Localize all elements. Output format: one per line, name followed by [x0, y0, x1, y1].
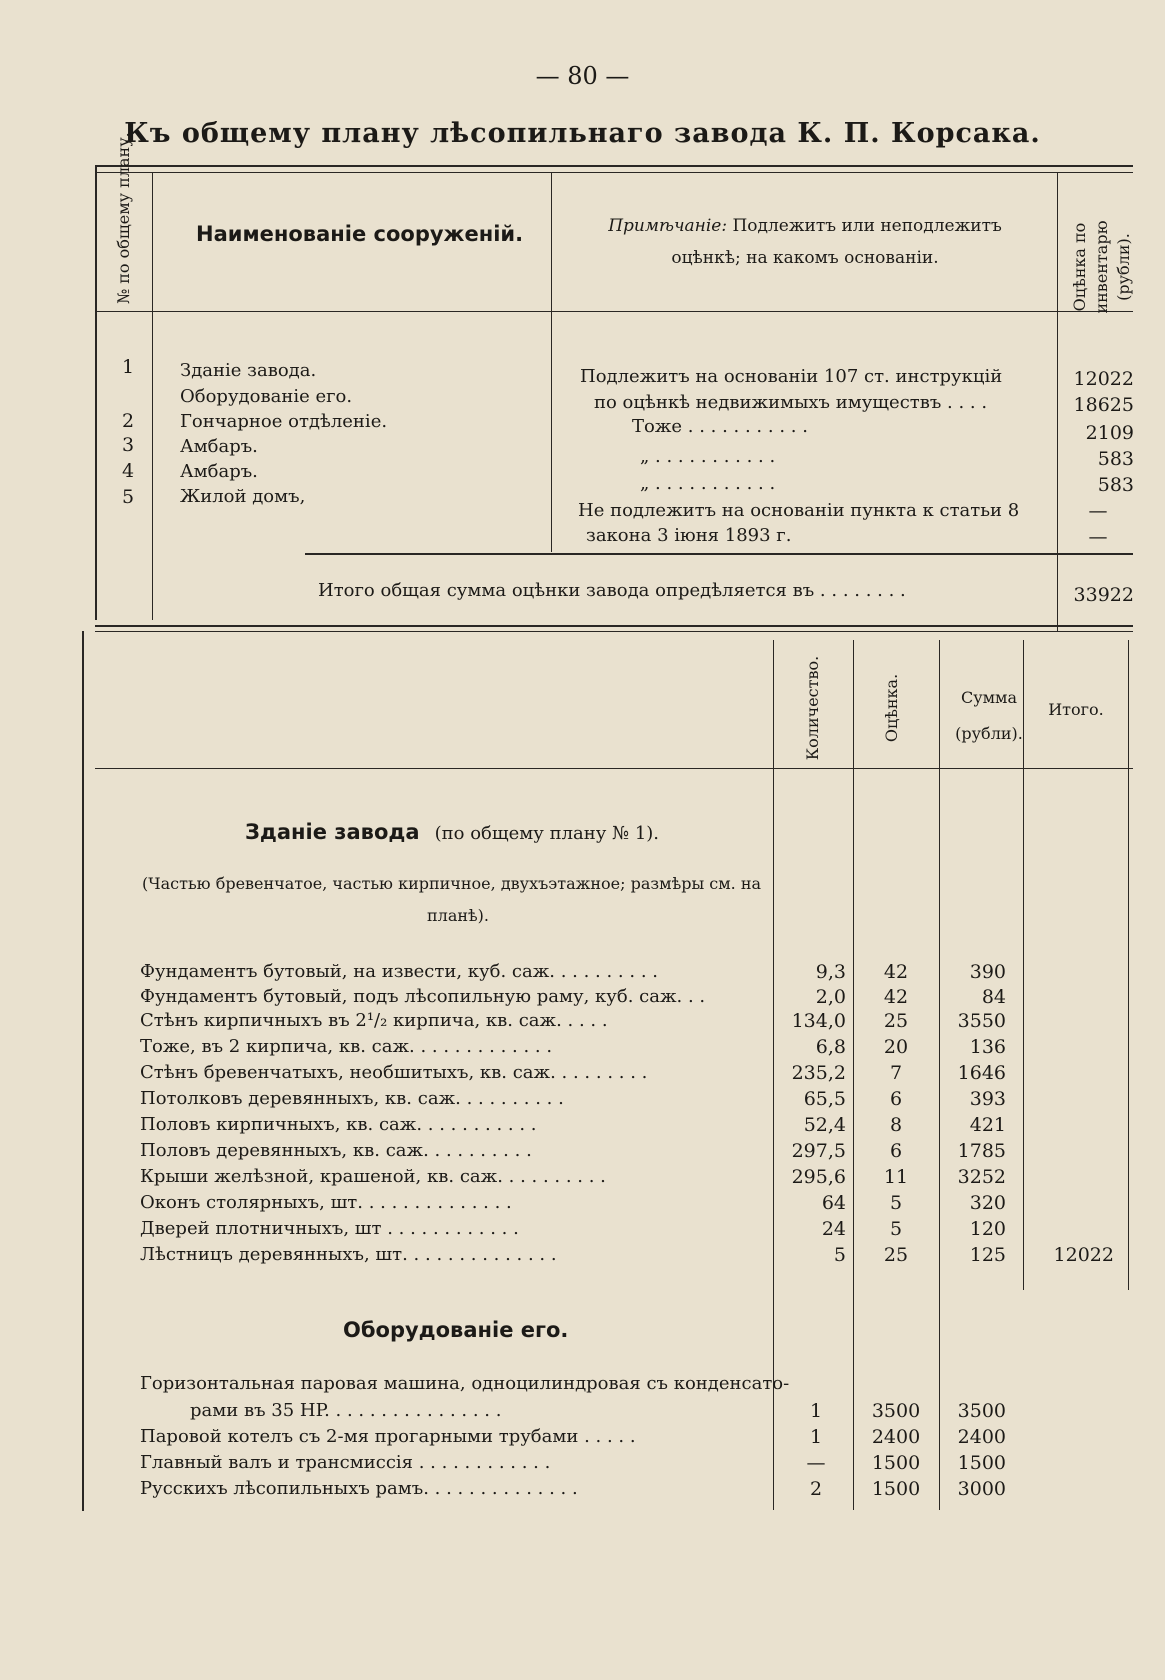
factory-item-qty: 65,5: [803, 1088, 846, 1110]
row-note-3: Тоже . . . . . . . . . . .: [632, 416, 808, 437]
factory-item-qty: 2,0: [815, 986, 846, 1008]
col-divider-num: [152, 172, 153, 620]
header-price: Оцѣнка.: [882, 673, 901, 743]
header-sum-line-1: Сумма: [960, 688, 1018, 707]
bottom-left-border: [82, 631, 84, 1511]
equipment-item-label: рами въ 35 HP. . . . . . . . . . . . . . . .: [190, 1400, 502, 1421]
row-1-num: 1: [121, 356, 135, 378]
factory-item-qty: 64: [821, 1192, 846, 1214]
header-sum-line-2: (рубли).: [955, 724, 1023, 743]
row-note-5: „ . . . . . . . . . . .: [640, 473, 776, 494]
header-plan-number: № по общему плану.: [114, 132, 133, 304]
row-name-pottery: Гончарное отдѣленіе.: [180, 411, 388, 432]
bottom-table-top-rule-inner: [95, 631, 1133, 632]
row-value-7: —: [1088, 526, 1108, 548]
factory-item-sum: 3252: [957, 1166, 1006, 1188]
equipment-item-qty: —: [806, 1452, 826, 1474]
equipment-item-qty: 2: [809, 1478, 823, 1500]
equipment-item-label: Русскихъ лѣсопильныхъ рамъ. . . . . . . . . . . . . .: [140, 1478, 578, 1499]
factory-item-qty: 52,4: [803, 1114, 846, 1136]
factory-item-sum: 390: [969, 961, 1006, 983]
row-3-num: 3: [121, 434, 135, 456]
total-value: 33922: [1073, 584, 1134, 606]
header-quantity: Количество.: [803, 655, 822, 761]
factory-item-price: 20: [883, 1036, 909, 1058]
factory-item-qty: 9,3: [815, 961, 846, 983]
factory-item-price: 42: [883, 986, 909, 1008]
factory-item-label: Дверей плотничныхъ, шт . . . . . . . . . . . .: [140, 1218, 519, 1239]
factory-item-label: Тоже, въ 2 кирпича, кв. саж. . . . . . . . . . . . .: [140, 1036, 553, 1057]
total-label: Итого общая сумма оцѣнки завода опредѣляется въ . . . . . . . .: [318, 580, 906, 601]
factory-item-qty: 295,6: [791, 1166, 846, 1188]
left-border: [95, 165, 97, 620]
factory-item-label: Фундаментъ бутовый, подъ лѣсопильную раму, куб. саж. . .: [140, 986, 706, 1007]
equipment-item-sum: 1500: [957, 1452, 1006, 1474]
row-2-num: 2: [121, 410, 135, 432]
header-total: Итого.: [1048, 700, 1104, 719]
section-factory-heading: [245, 820, 659, 844]
col-divider-price: [853, 640, 854, 1510]
factory-item-sum: 125: [969, 1244, 1006, 1266]
factory-item-qty: 24: [821, 1218, 846, 1240]
header-note: [560, 210, 1050, 274]
factory-item-label: Фундаментъ бутовый, на извести, куб. саж. . . . . . . . . .: [140, 961, 658, 982]
factory-item-price: 8: [889, 1114, 903, 1136]
row-value-2: 18625: [1073, 394, 1134, 416]
factory-item-label: Стѣнъ кирпичныхъ въ 2¹/₂ кирпича, кв. саж. . . . .: [140, 1010, 608, 1031]
section-factory-desc-2: планѣ).: [427, 906, 490, 925]
row-4-num: 4: [121, 460, 135, 482]
row-5-num: 5: [121, 486, 135, 508]
factory-item-price: 6: [889, 1088, 903, 1110]
section-factory-note: (по общему плану № 1).: [434, 823, 660, 844]
equipment-item-label: Главный валъ и трансмиссія . . . . . . . . . . . .: [140, 1452, 551, 1473]
factory-item-sum: 320: [969, 1192, 1006, 1214]
factory-section-total: 12022: [1053, 1244, 1114, 1266]
row-note-1: Подлежитъ на основаніи 107 ст. инструкцій: [580, 366, 1003, 387]
factory-item-sum: 136: [969, 1036, 1006, 1058]
page-number: — 80 —: [535, 62, 630, 90]
factory-item-price: 25: [883, 1244, 909, 1266]
row-note-6: Не подлежитъ на основаніи пункта к статьи 8: [578, 500, 1020, 521]
equipment-item-label: Паровой котелъ съ 2-мя прогарными трубами . . . . .: [140, 1426, 636, 1447]
equipment-item-qty: 1: [809, 1400, 823, 1422]
header-sum: [942, 680, 1036, 752]
factory-item-price: 7: [889, 1062, 903, 1084]
row-name-barn-1: Амбаръ.: [180, 436, 258, 457]
row-note-2: по оцѣнкѣ недвижимыхъ имуществъ . . . .: [594, 392, 988, 413]
factory-item-label: Стѣнъ бревенчатыхъ, необшитыхъ, кв. саж. . . . . . . . .: [140, 1062, 648, 1083]
note-label: Примѣчаніе:: [608, 216, 728, 236]
equipment-item-sum: 3000: [957, 1478, 1006, 1500]
factory-item-qty: 134,0: [791, 1010, 846, 1032]
header-inventory-estimate: Оцѣнка по инвентарю (рубли).: [1070, 220, 1133, 314]
factory-item-label: Потолковъ деревянныхъ, кв. саж. . . . . . . . . .: [140, 1088, 564, 1109]
bottom-table-top-rule: [95, 625, 1133, 627]
page-title: Къ общему плану лѣсопильнаго завода К. П. Корсака.: [124, 118, 1041, 149]
factory-item-price: 11: [883, 1166, 909, 1188]
table-top-rule: [95, 165, 1133, 167]
factory-item-sum: 120: [969, 1218, 1006, 1240]
factory-item-price: 42: [883, 961, 909, 983]
header-bottom-rule: [95, 311, 1133, 312]
row-name-equipment: Оборудованіе его.: [180, 386, 353, 407]
row-note-4: „ . . . . . . . . . . .: [640, 446, 776, 467]
section-factory-title: Зданіе завода: [245, 820, 420, 844]
subtotal-rule: [305, 553, 1133, 555]
row-value-1: 12022: [1073, 368, 1134, 390]
header-structure-name: Наименованіе сооруженій.: [196, 222, 524, 246]
note-text-1: Подлежитъ или неподлежитъ: [732, 216, 1002, 236]
equipment-item-price: 2400: [871, 1426, 921, 1448]
equipment-item-price: 3500: [871, 1400, 921, 1422]
row-note-7: закона 3 іюня 1893 г.: [586, 525, 792, 546]
factory-item-label: Половъ деревянныхъ, кв. саж. . . . . . . . . .: [140, 1140, 532, 1161]
equipment-item-price: 1500: [871, 1478, 921, 1500]
col-divider-name: [551, 172, 552, 552]
factory-item-price: 25: [883, 1010, 909, 1032]
row-value-3: 2109: [1085, 422, 1134, 444]
factory-item-qty: 6,8: [815, 1036, 846, 1058]
bottom-header-rule: [95, 768, 1133, 769]
note-text-2: оцѣнкѣ; на какомъ основаніи.: [671, 248, 939, 268]
row-name-factory: Зданіе завода.: [180, 360, 317, 381]
equipment-item-qty: 1: [809, 1426, 823, 1448]
factory-item-sum: 1646: [957, 1062, 1006, 1084]
equipment-item-sum: 2400: [957, 1426, 1006, 1448]
row-value-5: 583: [1097, 474, 1134, 496]
factory-item-label: Лѣстницъ деревянныхъ, шт. . . . . . . . . . . . . .: [140, 1244, 557, 1265]
factory-item-price: 5: [889, 1218, 903, 1240]
factory-item-price: 5: [889, 1192, 903, 1214]
factory-item-sum: 3550: [957, 1010, 1006, 1032]
factory-item-qty: 5: [833, 1244, 846, 1266]
section-factory-desc-1: (Частью бревенчатое, частью кирпичное, двухъэтажное; размѣры см. на: [142, 874, 762, 893]
factory-item-price: 6: [889, 1140, 903, 1162]
factory-item-sum: 1785: [957, 1140, 1006, 1162]
factory-item-label: Половъ кирпичныхъ, кв. саж. . . . . . . . . . .: [140, 1114, 537, 1135]
row-value-6: —: [1088, 500, 1108, 522]
equipment-item-sum: 3500: [957, 1400, 1006, 1422]
factory-item-sum: 393: [969, 1088, 1006, 1110]
factory-item-sum: 84: [981, 986, 1006, 1008]
row-name-barn-2: Амбаръ.: [180, 461, 258, 482]
factory-item-label: Оконъ столярныхъ, шт. . . . . . . . . . . . . .: [140, 1192, 512, 1213]
factory-item-label: Крыши желѣзной, крашеной, кв. саж. . . . . . . . . .: [140, 1166, 606, 1187]
factory-item-qty: 297,5: [791, 1140, 846, 1162]
section-equipment-title: Оборудованіе его.: [343, 1318, 569, 1342]
row-name-house: Жилой домъ,: [180, 486, 306, 507]
equipment-item-price: 1500: [871, 1452, 921, 1474]
equipment-item-label: Горизонтальная паровая машина, одноцилиндровая съ конденсато-: [140, 1373, 790, 1394]
row-value-4: 583: [1097, 448, 1134, 470]
col-divider-note: [1057, 172, 1058, 632]
factory-item-sum: 421: [969, 1114, 1006, 1136]
col-divider-sum: [939, 640, 940, 1510]
right-border: [1128, 640, 1129, 1290]
factory-item-qty: 235,2: [791, 1062, 846, 1084]
table-top-rule-inner: [95, 172, 1133, 173]
